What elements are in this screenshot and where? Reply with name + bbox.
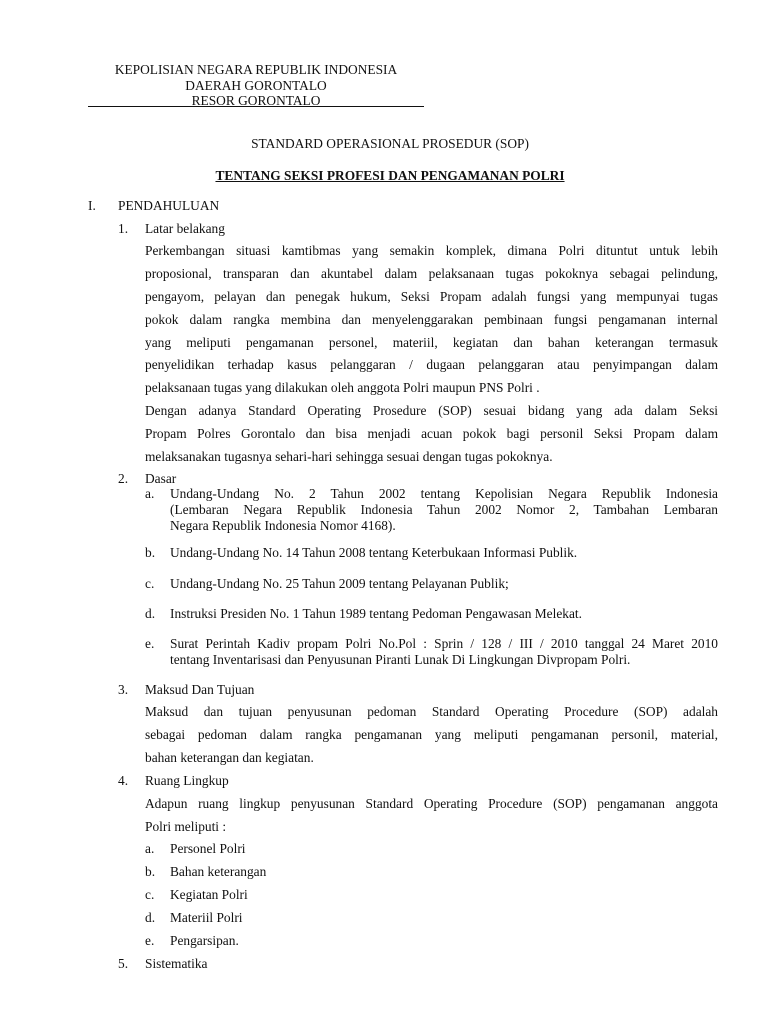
paragraph-line: pengayom, pelayan dan penegak hukum, Seksi Propam adalah fungsi yang mempunyai tugas xyxy=(145,288,718,304)
document-subtitle: TENTANG SEKSI PROFESI DAN PENGAMANAN POLRI xyxy=(215,168,565,183)
legal-basis-e-letter: e. xyxy=(145,636,155,651)
scope-c-letter: c. xyxy=(145,887,155,902)
paragraph-line: proposional, transparan dan akuntabel dalam pelaksanaan tugas pokoknya sebagai pelindung, xyxy=(145,265,718,281)
paragraph-line: Maksud dan tujuan penyusunan pedoman Standard Operating Procedure (SOP) adalah xyxy=(145,704,718,719)
paragraph-line: pelaksanaan tugas yang dilakukan oleh anggota Polri maupun PNS Polri . xyxy=(145,380,540,396)
reference-line: Negara Republik Indonesia Nomor 4168). xyxy=(170,518,396,533)
scope-b-letter: b. xyxy=(145,864,156,879)
paragraph-line: Perkembangan situasi kamtibmas yang semakin komplek, dimana Polri dituntut untuk lebih xyxy=(145,243,718,258)
item-1-paragraph-2 xyxy=(145,403,718,472)
letterhead-line-1: KEPOLISIAN NEGARA REPUBLIK INDONESIA xyxy=(114,62,398,77)
scope-e-letter: e. xyxy=(145,933,155,948)
paragraph-line: Adapun ruang lingkup penyusunan Standard Operating Procedure (SOP) pengamanan anggota xyxy=(145,796,718,811)
item-1-paragraph-1 xyxy=(145,243,718,403)
scope-e: Pengarsipan. xyxy=(170,933,239,948)
scope-b: Bahan keterangan xyxy=(170,864,267,879)
item-3-title: Maksud Dan Tujuan xyxy=(145,682,255,697)
item-2-number: 2. xyxy=(118,471,129,486)
section-title: PENDAHULUAN xyxy=(118,198,220,213)
legal-basis-d-letter: d. xyxy=(145,606,156,621)
item-4-title: Ruang Lingkup xyxy=(145,773,229,788)
legal-basis-a xyxy=(170,486,718,534)
item-5-number: 5. xyxy=(118,956,129,971)
paragraph-line: yang meliputi pengamanan personel, materiil, kegiatan dan bahan keterangan termasuk xyxy=(145,334,718,350)
legal-basis-b-letter: b. xyxy=(145,545,156,560)
item-5-title: Sistematika xyxy=(145,956,208,971)
item-4-paragraph xyxy=(145,796,718,842)
reference-line: tentang Inventarisasi dan Penyusunan Piranti Lunak Di Lingkungan Divpropam Polri. xyxy=(170,652,631,667)
paragraph-line: Polri meliputi : xyxy=(145,818,227,834)
document-title: STANDARD OPERASIONAL PROSEDUR (SOP) xyxy=(251,136,529,151)
item-4-number: 4. xyxy=(118,773,129,788)
letterhead-line-2: DAERAH GORONTALO xyxy=(185,78,327,93)
paragraph-line: sebagai pedoman dalam rangka pengamanan yang meliputi pengamanan personil, material, xyxy=(145,726,718,742)
legal-basis-c: Undang-Undang No. 25 Tahun 2009 tentang Pelayanan Publik; xyxy=(170,576,509,591)
legal-basis-a-letter: a. xyxy=(145,486,155,501)
legal-basis-b: Undang-Undang No. 14 Tahun 2008 tentang Keterbukaan Informasi Publik. xyxy=(170,545,578,560)
item-3-paragraph xyxy=(145,704,718,773)
item-1-title: Latar belakang xyxy=(145,221,225,236)
scope-d-letter: d. xyxy=(145,910,156,925)
paragraph-line: bahan keterangan dan kegiatan. xyxy=(145,749,314,765)
reference-line: Surat Perintah Kadiv propam Polri No.Pol : Sprin / 128 / III / 2010 tanggal 24 Maret 2010 xyxy=(170,636,718,651)
item-2-title: Dasar xyxy=(145,471,177,486)
section-numeral: I. xyxy=(88,198,96,213)
letterhead-line-3: RESOR GORONTALO xyxy=(191,93,321,108)
scope-c: Kegiatan Polri xyxy=(170,887,248,902)
paragraph-line: Dengan adanya Standard Operating Prosedure (SOP) sesuai bidang yang ada dalam Seksi xyxy=(145,403,718,418)
item-3-number: 3. xyxy=(118,682,129,697)
paragraph-line: melaksanakan tugasnya sehari-hari sehingga sesuai dengan tugas pokoknya. xyxy=(145,448,553,464)
paragraph-line: penyelidikan terhadap kasus pelanggaran / dugaan pelanggaran atau penyimpangan dalam xyxy=(145,357,718,373)
item-1-number: 1. xyxy=(118,221,129,236)
reference-line: (Lembaran Negara Republik Indonesia Tahun 2002 Nomor 2, Tambahan Lembaran xyxy=(170,502,718,517)
letterhead-underline xyxy=(88,106,424,107)
scope-a-letter: a. xyxy=(145,841,155,856)
paragraph-line: pokok dalam rangka membina dan menyelenggarakan pembinaan fungsi pengamanan internal xyxy=(145,311,718,327)
reference-line: Undang-Undang No. 2 Tahun 2002 tentang Kepolisian Negara Republik Indonesia xyxy=(170,486,718,501)
scope-d: Materiil Polri xyxy=(170,910,243,925)
legal-basis-d: Instruksi Presiden No. 1 Tahun 1989 tentang Pedoman Pengawasan Melekat. xyxy=(170,606,582,621)
legal-basis-c-letter: c. xyxy=(145,576,155,591)
paragraph-line: Propam Polres Gorontalo dan bisa menjadi acuan pokok bagi personil Seksi Propam dalam xyxy=(145,425,718,441)
legal-basis-e xyxy=(170,636,718,668)
scope-a: Personel Polri xyxy=(170,841,246,856)
